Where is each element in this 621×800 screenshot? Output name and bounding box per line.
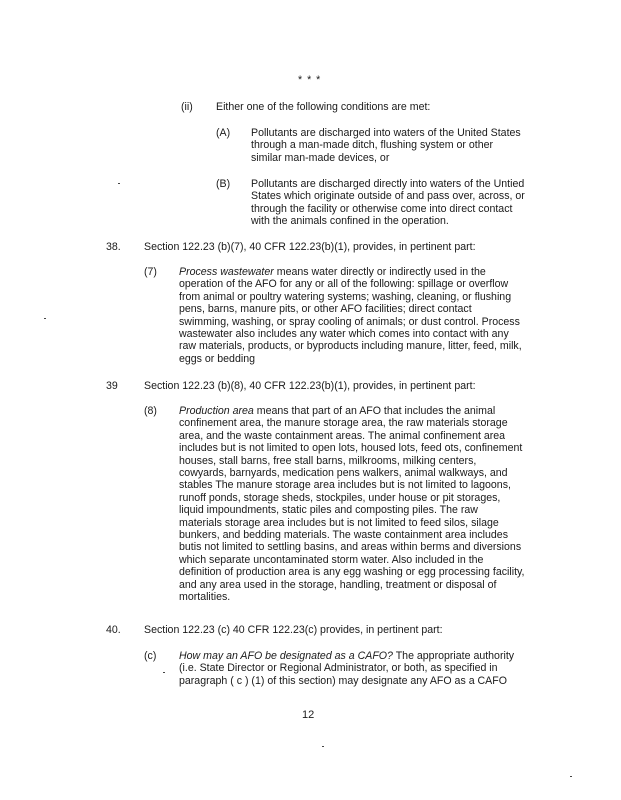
subclause-a-text: Pollutants are discharged into waters of the United States through a man-made ditch, flushing system or other similar man-made devices, or xyxy=(251,127,521,164)
para-39-definition: Production area means that part of an AFO that includes the animal confinement area, the manure storage area, the raw materials storage area, and the waste containment areas. The animal confinement area includes but is not limited to open lots, housed lots, feed ots, confinement houses, stall barns, free stall barns, milkrooms, milking centers, cowyards, barnyards, medication pens walkers, animal walkways, and stables The manure storage area includes but is not limited to lagoons, runoff ponds, storage sheds, stockpiles, under house or pit storages, liquid impoundments, static piles and composting piles. The raw materials storage area includes but is not limited to feed silos, silage bunkers, and bedding materials. The waste containment area includes butis not limited to settling basins, and areas within berms and diversions which separate uncontaminated storm water. Also included in the definition of production area is any egg washing or egg processing facility, and any area used in the storage, handling, treatment or disposal of mortalities. xyxy=(179,405,525,604)
para-40-number: 40. xyxy=(106,624,121,636)
scan-speck xyxy=(570,776,572,777)
para-40-definition: How may an AFO be designated as a CAFO? The appropriate authority (i.e. State Director or Regional Administrator, or both, as specified in paragraph ( c ) (1) of this section) may designate any AFO as a CAFO xyxy=(179,650,515,687)
para-38-definition: Process wastewater means water directly or indirectly used in the operation of the AFO for any or all of the following: spillage or overflow from animal or poultry watering systems; washing, cleaning, or flushing pens, barns, manure pits, or other AFO facilities; direct contact swimming, washing, or spray cooling of animals; or dust control. Process wastewater also includes any water which comes into contact with any raw materials, products, or byproducts including manure, litter, feed, milk, eggs or bedding xyxy=(179,266,522,365)
para-38-term: Process wastewater xyxy=(179,266,274,278)
subclause-a-label: (A) xyxy=(216,127,231,139)
para-39-heading: Section 122.23 (b)(8), 40 CFR 122.23(b)(1), provides, in pertinent part: xyxy=(144,380,476,392)
para-38-number: 38. xyxy=(106,241,121,253)
section-separator: * * * xyxy=(298,74,322,86)
scan-speck xyxy=(322,746,324,747)
scan-speck xyxy=(163,672,165,673)
subclause-b-text: Pollutants are discharged directly into waters of the Untied States which originate outside of and pass over, across, or through the facility or otherwise come into direct contact with the animals confined in the operation. xyxy=(251,178,525,228)
para-38-heading: Section 122.23 (b)(7), 40 CFR 122.23(b)(1), provides, in pertinent part: xyxy=(144,241,476,253)
clause-ii-label: (ii) xyxy=(181,101,193,113)
para-40-sub-label: (c) xyxy=(144,650,157,662)
para-40-heading: Section 122.23 (c) 40 CFR 122.23(c) provides, in pertinent part: xyxy=(144,624,443,636)
para-40-term: How may an AFO be designated as a CAFO? xyxy=(179,650,393,662)
scan-speck xyxy=(44,318,46,319)
para-39-sub-label: (8) xyxy=(144,405,157,417)
subclause-b-label: (B) xyxy=(216,178,231,190)
page-number: 12 xyxy=(302,709,315,721)
clause-ii-text: Either one of the following conditions are met: xyxy=(216,101,431,113)
para-38-sub-label: (7) xyxy=(144,266,157,278)
para-39-term: Production area xyxy=(179,405,254,417)
para-39-number: 39 xyxy=(106,380,118,392)
scan-speck xyxy=(118,183,120,184)
